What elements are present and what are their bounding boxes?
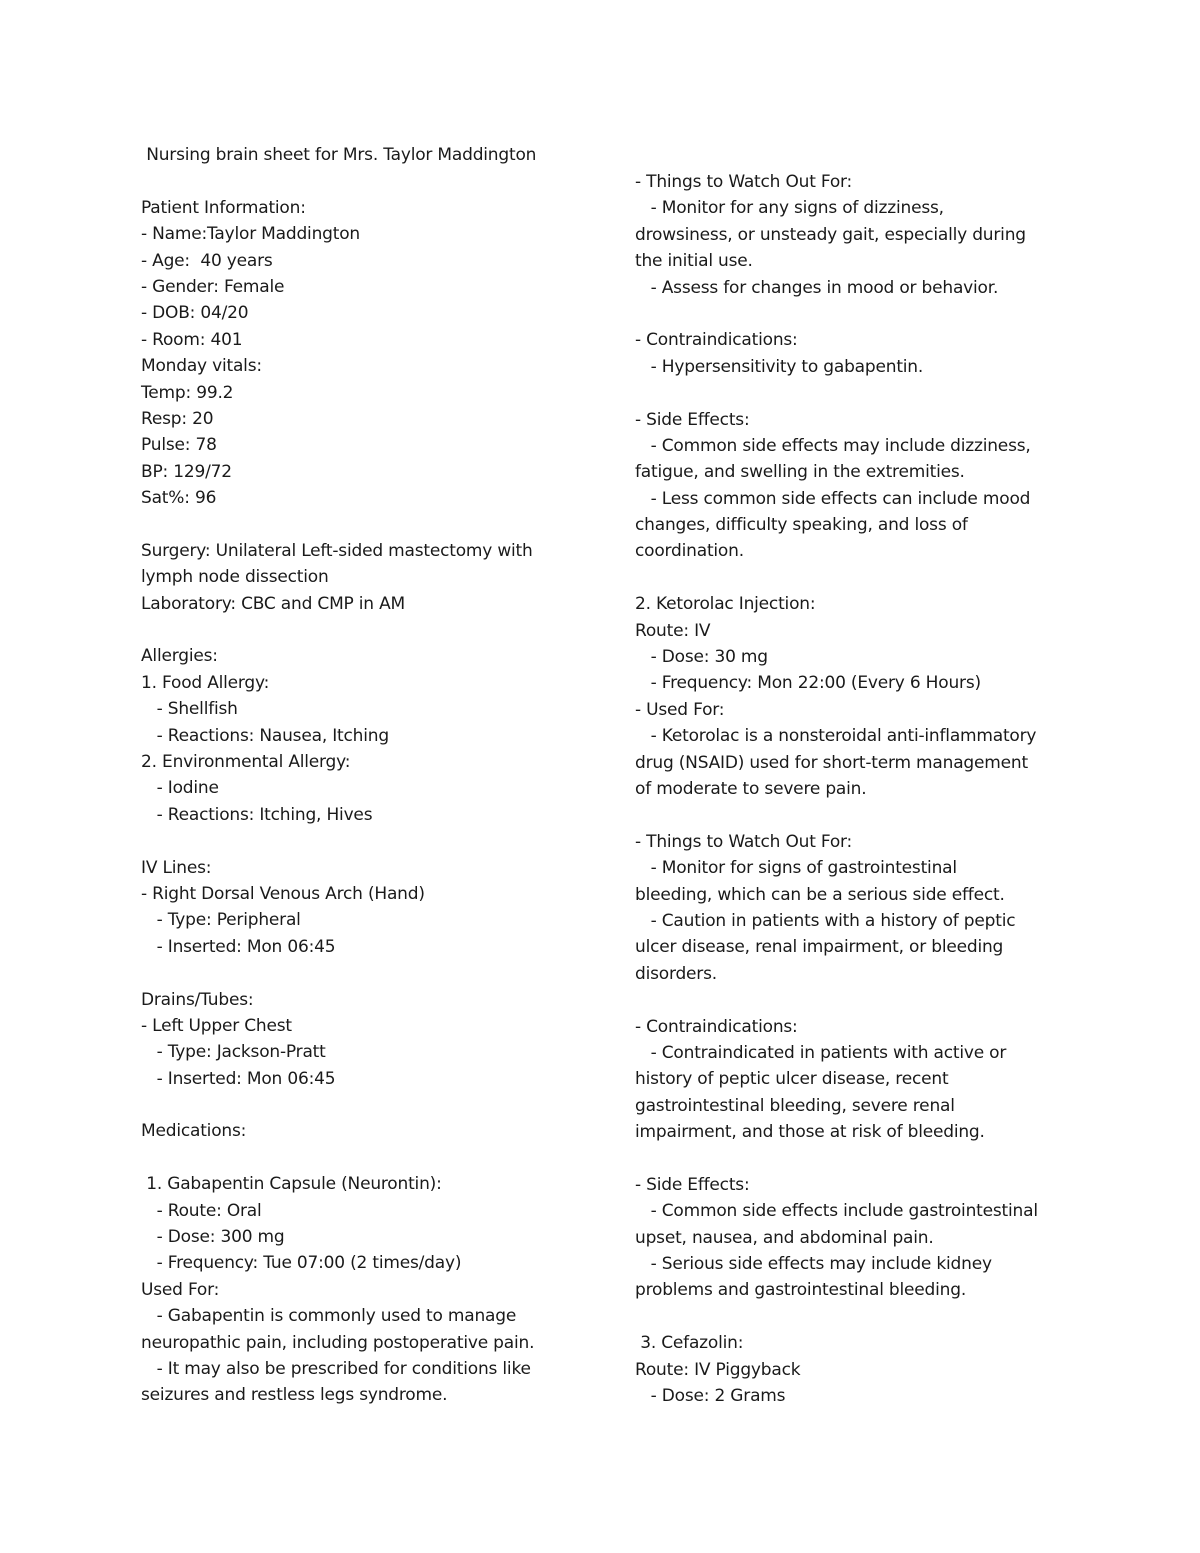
blank-line bbox=[635, 1145, 1075, 1171]
blank-line bbox=[141, 1145, 581, 1171]
right-column-text-line: coordination. bbox=[635, 541, 744, 562]
blank-line bbox=[635, 1304, 1075, 1330]
right-column-text-line: impairment, and those at risk of bleeding. bbox=[635, 1122, 985, 1143]
right-column-text-line: - Contraindications: bbox=[635, 330, 798, 351]
right-column-text-line: - Contraindications: bbox=[635, 1016, 798, 1037]
right-column-text-line: - Caution in patients with a history of peptic bbox=[635, 910, 1016, 931]
right-column-text-line: - Serious side effects may include kidney bbox=[635, 1254, 992, 1275]
right-column-text-line: - Dose: 30 mg bbox=[635, 647, 768, 668]
left-column-text-line: 1. Food Allergy: bbox=[141, 672, 270, 693]
left-column-text-line: Resp: 20 bbox=[141, 408, 214, 429]
right-column-text-line: - Side Effects: bbox=[635, 409, 750, 430]
left-column-text-line: Medications: bbox=[141, 1121, 247, 1142]
right-column-text-line: - Less common side effects can include mood bbox=[635, 488, 1031, 509]
right-column-text-line: - Things to Watch Out For: bbox=[635, 831, 853, 852]
left-column-text-line: - Inserted: Mon 06:45 bbox=[141, 1068, 336, 1089]
left-column-text-line: - Gabapentin is commonly used to manage bbox=[141, 1306, 517, 1327]
right-column-text-line: - Frequency: Mon 22:00 (Every 6 Hours) bbox=[635, 673, 981, 694]
left-column-text-line: Patient Information: bbox=[141, 197, 306, 218]
left-column-text-line: Drains/Tubes: bbox=[141, 989, 254, 1010]
left-column-text-line: BP: 129/72 bbox=[141, 461, 232, 482]
left-column-text-line: Nursing brain sheet for Mrs. Taylor Maddington bbox=[141, 145, 537, 165]
blank-line bbox=[635, 301, 1075, 327]
right-column-text-line: of moderate to severe pain. bbox=[635, 778, 867, 799]
left-column-text-line: - Reactions: Itching, Hives bbox=[141, 804, 373, 825]
right-column-text-line: disorders. bbox=[635, 963, 717, 984]
left-column-text-line: Pulse: 78 bbox=[141, 435, 217, 456]
blank-line bbox=[635, 802, 1075, 828]
right-column-text-line: - Common side effects may include dizziness, bbox=[635, 435, 1031, 456]
right-column-text-line: Route: IV bbox=[635, 620, 711, 641]
left-column-text-line: - Gender: Female bbox=[141, 276, 285, 297]
left-column-text-line: - Route: Oral bbox=[141, 1200, 262, 1221]
left-column-text-line: - Left Upper Chest bbox=[141, 1015, 292, 1036]
left-column-text-line: - Age: 40 years bbox=[141, 250, 273, 271]
right-column-text-line: - Things to Watch Out For: bbox=[635, 172, 853, 192]
left-column bbox=[141, 142, 581, 1409]
left-column-text-line: 1. Gabapentin Capsule (Neurontin): bbox=[141, 1174, 442, 1195]
left-column-text-line: - It may also be prescribed for conditions like bbox=[141, 1358, 531, 1379]
right-column-text-line: ulcer disease, renal impairment, or bleeding bbox=[635, 937, 1004, 958]
blank-line bbox=[635, 380, 1075, 406]
left-column-text-line: - Iodine bbox=[141, 778, 219, 799]
right-column-text-line: drowsiness, or unsteady gait, especially during bbox=[635, 224, 1026, 245]
right-column-text-line: changes, difficulty speaking, and loss of bbox=[635, 515, 968, 536]
blank-line bbox=[141, 168, 581, 194]
left-column-text-line: 2. Environmental Allergy: bbox=[141, 751, 351, 772]
left-column-text-line: Sat%: 96 bbox=[141, 488, 217, 509]
left-column-text-line: - Room: 401 bbox=[141, 329, 243, 350]
left-column-text-line: - Right Dorsal Venous Arch (Hand) bbox=[141, 883, 425, 904]
left-column-text-line: - Inserted: Mon 06:45 bbox=[141, 936, 336, 957]
left-column-text-line: - Dose: 300 mg bbox=[141, 1227, 285, 1248]
right-column-text-line: history of peptic ulcer disease, recent bbox=[635, 1069, 949, 1090]
right-column-text-line: - Hypersensitivity to gabapentin. bbox=[635, 356, 924, 377]
left-column-text-line: Surgery: Unilateral Left-sided mastectomy with bbox=[141, 540, 533, 561]
left-column-text-line: seizures and restless legs syndrome. bbox=[141, 1385, 448, 1406]
right-column-text-line: bleeding, which can be a serious side effect. bbox=[635, 884, 1005, 905]
left-column-text-line: Laboratory: CBC and CMP in AM bbox=[141, 593, 405, 614]
blank-line bbox=[141, 828, 581, 854]
left-column-text-line: Allergies: bbox=[141, 646, 218, 667]
right-column-text-line: - Monitor for signs of gastrointestinal bbox=[635, 858, 957, 879]
left-column-text-line: Monday vitals: bbox=[141, 356, 262, 377]
blank-line bbox=[141, 960, 581, 986]
right-column-text-line: 3. Cefazolin: bbox=[635, 1333, 744, 1354]
left-column-text-line: - Frequency: Tue 07:00 (2 times/day) bbox=[141, 1253, 462, 1274]
left-column-text-line: lymph node dissection bbox=[141, 567, 329, 588]
blank-line bbox=[635, 565, 1075, 591]
right-column bbox=[635, 169, 1075, 1409]
left-column-text-line: Used For: bbox=[141, 1279, 220, 1300]
right-column-text-line: Route: IV Piggyback bbox=[635, 1359, 801, 1380]
right-column-text-line: - Monitor for any signs of dizziness, bbox=[635, 198, 944, 219]
left-column-text-line: - DOB: 04/20 bbox=[141, 303, 249, 324]
left-column-text-line: Temp: 99.2 bbox=[141, 382, 234, 403]
right-column-text-line: gastrointestinal bleeding, severe renal bbox=[635, 1095, 955, 1116]
right-column-text-line: - Common side effects include gastrointestinal bbox=[635, 1201, 1038, 1222]
left-column-text-line: IV Lines: bbox=[141, 857, 212, 878]
right-column-text-line: - Used For: bbox=[635, 699, 725, 720]
right-column-text-line: - Side Effects: bbox=[635, 1174, 750, 1195]
right-column-text-line: problems and gastrointestinal bleeding. bbox=[635, 1280, 967, 1301]
right-column-text-line: - Contraindicated in patients with active or bbox=[635, 1042, 1007, 1063]
right-column-text-line: upset, nausea, and abdominal pain. bbox=[635, 1227, 934, 1248]
blank-line bbox=[141, 617, 581, 643]
left-column-text-line: - Type: Peripheral bbox=[141, 910, 301, 931]
left-column-text-line: - Type: Jackson-Pratt bbox=[141, 1042, 326, 1063]
blank-line bbox=[141, 1092, 581, 1118]
blank-line bbox=[635, 987, 1075, 1013]
right-column-text-line: fatigue, and swelling in the extremities. bbox=[635, 462, 965, 483]
left-column-text-line: - Name:Taylor Maddington bbox=[141, 224, 360, 245]
right-column-text-line: - Ketorolac is a nonsteroidal anti-inflammatory bbox=[635, 726, 1037, 747]
left-column-text-line: neuropathic pain, including postoperative pain. bbox=[141, 1332, 535, 1353]
left-column-text-line: - Reactions: Nausea, Itching bbox=[141, 725, 389, 746]
right-column-text-line: 2. Ketorolac Injection: bbox=[635, 594, 816, 615]
right-column-text-line: drug (NSAID) used for short-term management bbox=[635, 752, 1028, 773]
blank-line bbox=[141, 511, 581, 537]
left-column-text-line: - Shellfish bbox=[141, 699, 238, 720]
right-column-text-line: - Dose: 2 Grams bbox=[635, 1385, 786, 1406]
right-column-text-line: - Assess for changes in mood or behavior. bbox=[635, 277, 999, 298]
right-column-text-line: the initial use. bbox=[635, 251, 753, 272]
